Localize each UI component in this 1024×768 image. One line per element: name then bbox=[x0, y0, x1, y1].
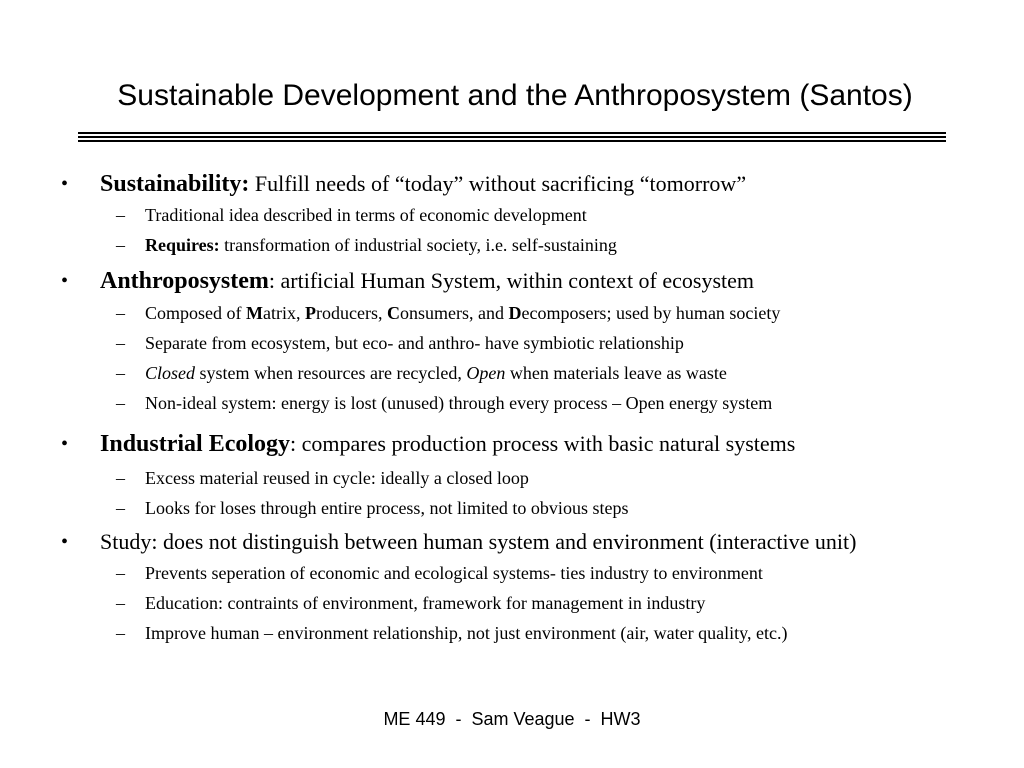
bullet-icon: • bbox=[61, 531, 69, 553]
sub-bullet-separate: Separate from ecosystem, but eco- and anthro- have symbiotic relationship bbox=[145, 333, 684, 353]
term-open: Open bbox=[466, 363, 506, 383]
bullet-anthroposystem bbox=[100, 267, 754, 295]
dash-icon: – bbox=[116, 623, 125, 643]
slide-title: Sustainable Development and the Anthroposystem (Santos) bbox=[117, 79, 913, 112]
title-rule-bottom bbox=[78, 140, 946, 142]
term-industrial-ecology: Industrial Ecology bbox=[100, 431, 291, 457]
bullet-sustainability bbox=[100, 170, 746, 198]
dash-icon: – bbox=[116, 393, 125, 413]
sub-bullet-requires bbox=[145, 233, 617, 257]
bullet-text: : compares production process with basic natural systems bbox=[290, 431, 796, 456]
text-fragment: roducers, bbox=[316, 303, 387, 323]
dash-icon: – bbox=[116, 303, 125, 323]
text-fragment: system when resources are recycled, bbox=[195, 363, 467, 383]
title-rule-top bbox=[78, 132, 946, 134]
sub-bullet-traditional: Traditional idea described in terms of economic development bbox=[145, 205, 587, 225]
bullet-study: Study: does not distinguish between human system and environment (interactive unit) bbox=[100, 529, 857, 554]
text-fragment: when materials leave as waste bbox=[505, 363, 727, 383]
dash-icon: – bbox=[116, 593, 125, 613]
dash-icon: – bbox=[116, 205, 125, 225]
dash-icon: – bbox=[116, 235, 125, 255]
bullet-industrial-ecology bbox=[100, 430, 795, 458]
slide-footer: ME 449 - Sam Veague - HW3 bbox=[383, 709, 641, 729]
text-fragment: onsumers, and bbox=[399, 303, 509, 323]
sub-bullet-improve: Improve human – environment relationship, not just environment (air, water quality, etc.) bbox=[145, 623, 788, 643]
term-closed: Closed bbox=[145, 363, 196, 383]
sub-bullet-closed-open bbox=[145, 361, 727, 385]
bullet-icon: • bbox=[61, 173, 69, 195]
sub-bullet-composed bbox=[145, 301, 780, 325]
text-fragment: Composed of bbox=[145, 303, 246, 323]
letter-p: P bbox=[305, 303, 316, 323]
sub-bullet-excess: Excess material reused in cycle: ideally a closed loop bbox=[145, 468, 529, 488]
dash-icon: – bbox=[116, 363, 125, 383]
bullet-text: : artificial Human System, within context of ecosystem bbox=[268, 268, 755, 293]
term-anthroposystem: Anthroposystem bbox=[100, 268, 269, 294]
dash-icon: – bbox=[116, 498, 125, 518]
dash-icon: – bbox=[116, 563, 125, 583]
sub-bullet-non-ideal: Non-ideal system: energy is lost (unused) through every process – Open energy system bbox=[145, 393, 773, 413]
text-fragment: atrix, bbox=[263, 303, 305, 323]
letter-m: M bbox=[246, 303, 263, 323]
bullet-icon: • bbox=[61, 433, 69, 455]
sub-bullet-prevents: Prevents seperation of economic and ecological systems- ties industry to environment bbox=[145, 563, 763, 583]
sub-bullet-loses: Looks for loses through entire process, not limited to obvious steps bbox=[145, 498, 629, 518]
sub-bullet-text: transformation of industrial society, i.e. self-sustaining bbox=[219, 235, 617, 255]
letter-c: C bbox=[386, 303, 400, 323]
dash-icon: – bbox=[116, 333, 125, 353]
term-requires: Requires: bbox=[145, 235, 220, 255]
title-rule-middle bbox=[78, 136, 946, 138]
letter-d: D bbox=[508, 303, 522, 323]
bullet-text: Fulfill needs of “today” without sacrificing “tomorrow” bbox=[249, 171, 747, 196]
sub-bullet-education: Education: contraints of environment, framework for management in industry bbox=[145, 593, 706, 613]
bullet-icon: • bbox=[61, 270, 69, 292]
text-fragment: ecomposers; used by human society bbox=[521, 303, 781, 323]
term-sustainability: Sustainability: bbox=[100, 171, 250, 197]
dash-icon: – bbox=[116, 468, 125, 488]
